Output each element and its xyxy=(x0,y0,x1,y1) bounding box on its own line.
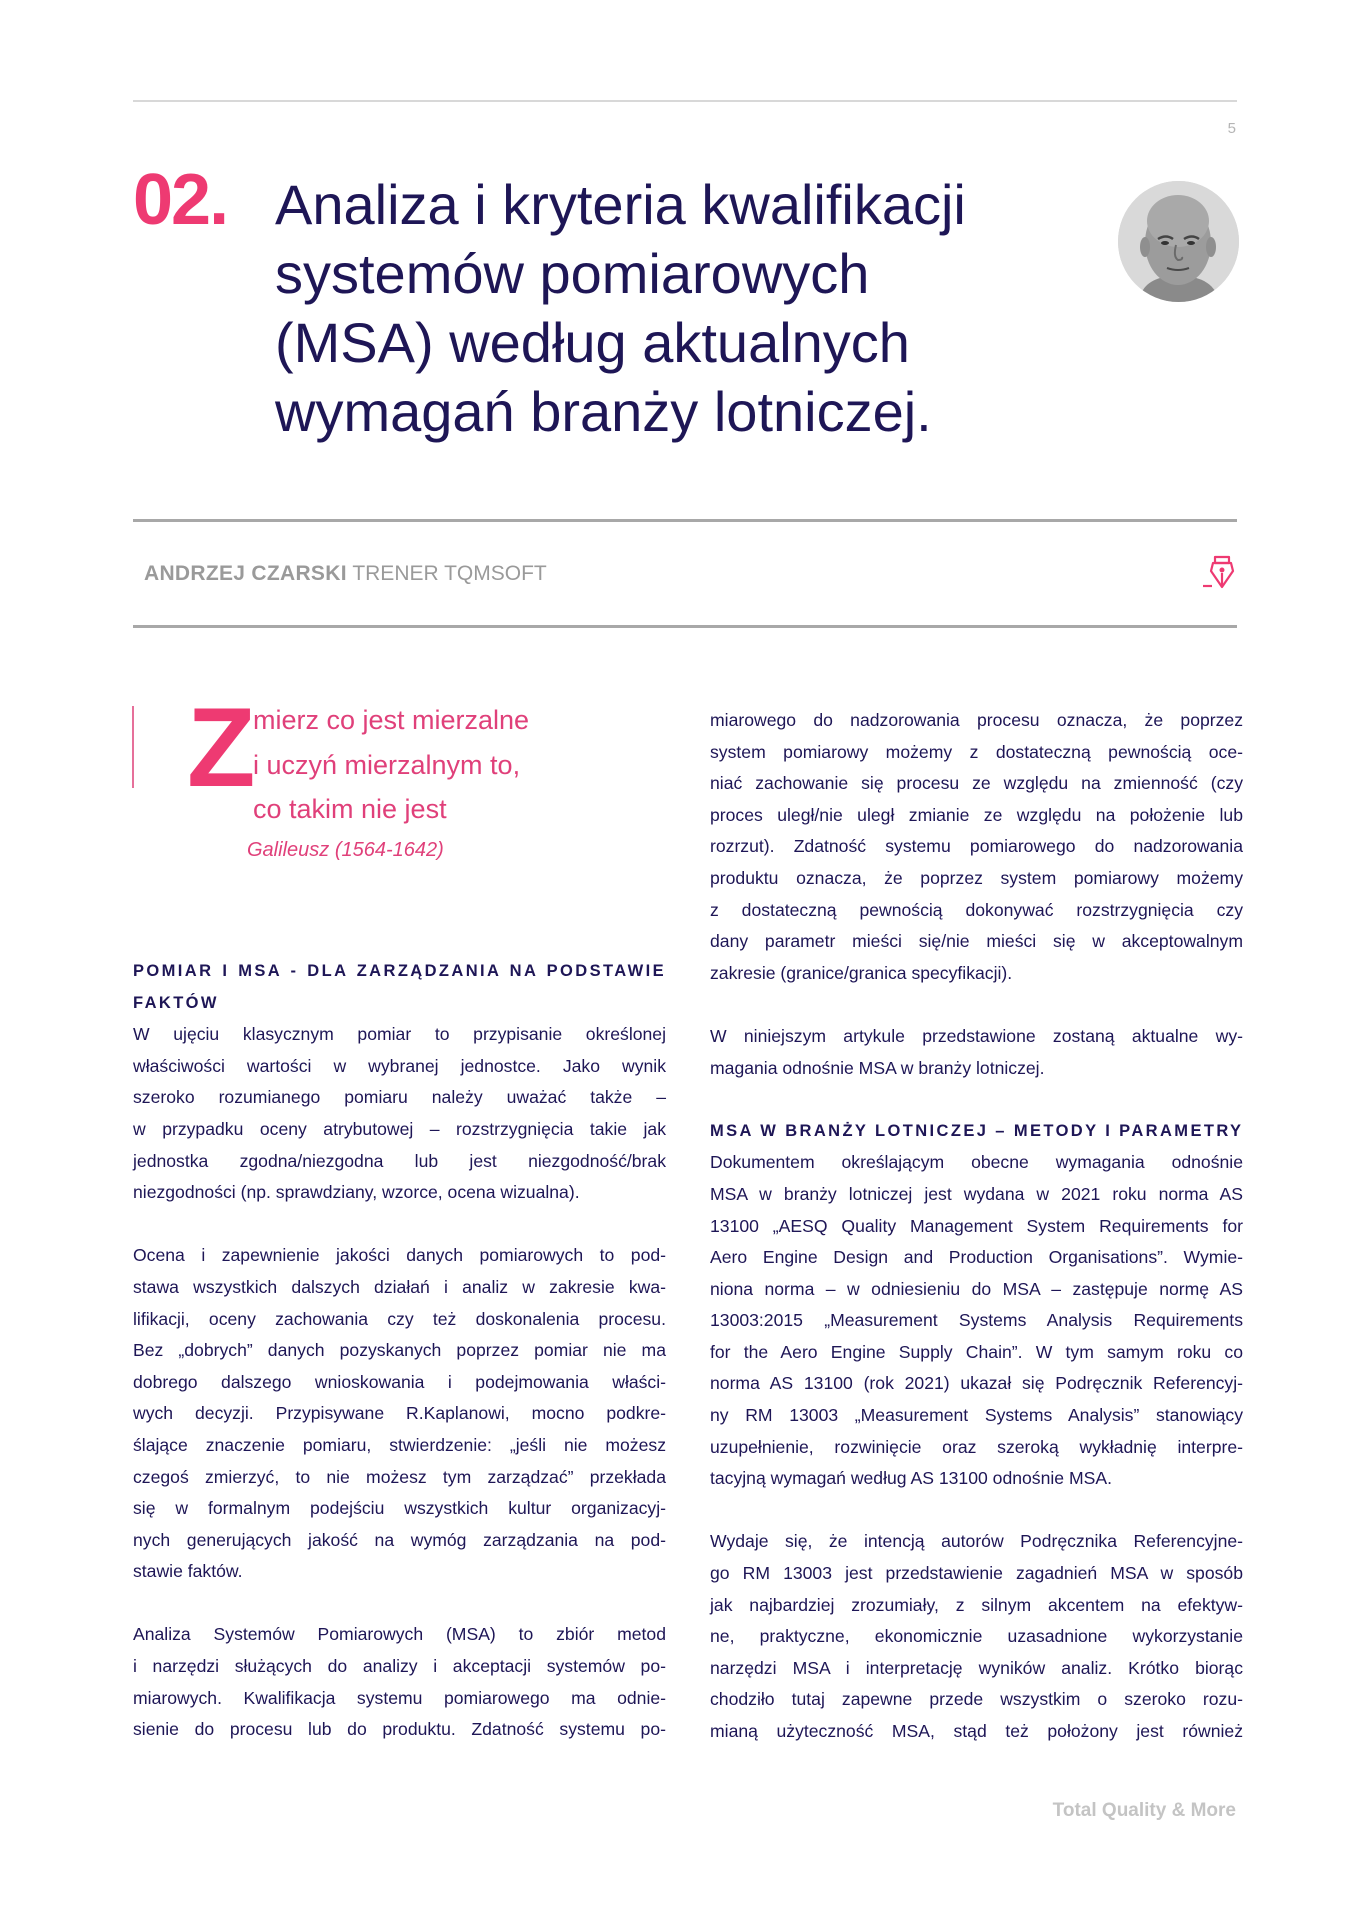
text-line: mianą użyteczność MSA, stąd też położony jest również xyxy=(710,1721,1243,1741)
text-line: niezgodności (np. sprawdziany, wzorce, ocena wizualna). xyxy=(133,1182,580,1203)
text-line: jak najbardziej zrozumiały, z silnym akcentem na efektyw- xyxy=(710,1594,1243,1615)
text-line: jednostka zgodna/niezgodna lub jest niezgodność/brak xyxy=(133,1150,666,1171)
author-bar-bottom-divider xyxy=(133,625,1237,628)
text-line: W ujęciu klasycznym pomiar to przypisanie określonej xyxy=(133,1024,666,1045)
title-line: systemów pomiarowych xyxy=(275,242,870,305)
text-line: w przypadku oceny atrybutowej – rozstrzygnięcia takie jak xyxy=(133,1118,666,1139)
top-divider xyxy=(133,100,1237,102)
text-line: 13003:2015 „Measurement Systems Analysis Requirements xyxy=(710,1310,1243,1331)
text-line: stawa wszystkich dalszych działań i analiz w zakresie kwa- xyxy=(133,1276,666,1297)
text-line: norma AS 13100 (rok 2021) ukazał się Podręcznik Referencyj- xyxy=(710,1373,1243,1394)
text-line: miarowego do nadzorowania procesu oznacza, że poprzez xyxy=(710,710,1243,730)
text-line: narzędzi MSA i interpretację wyników analiz. Krótko biorąc xyxy=(710,1657,1243,1678)
text-line: Analiza Systemów Pomiarowych (MSA) to zbiór metod xyxy=(133,1624,666,1645)
text-line: nych generujących jakość na wymóg zarządzania na pod- xyxy=(133,1529,666,1550)
section-heading: FAKTÓW xyxy=(133,993,219,1012)
text-line: szeroko rozumianego pomiaru należy uważać także – xyxy=(133,1087,666,1108)
quote-attribution: Galileusz (1564-1642) xyxy=(247,839,444,861)
text-line: magania odnośnie MSA w branży lotniczej. xyxy=(710,1057,1045,1078)
text-line: dany parametr mieści się/nie mieści się w akceptowalnym xyxy=(710,931,1243,952)
quote-line: mierz co jest mierzalne xyxy=(253,705,530,735)
text-line: tacyjną wymagań według AS 13100 odnośnie MSA. xyxy=(710,1468,1112,1489)
text-line: niona norma – w odniesieniu do MSA – zastępuje normę AS xyxy=(710,1278,1243,1299)
paragraph xyxy=(133,1240,666,1588)
quote-line: i uczyń mierzalnym to, xyxy=(253,749,521,780)
right-column xyxy=(710,705,1243,1748)
text-line: z dostateczną pewnością dokonywać rozstrzygnięcia czy xyxy=(710,899,1243,920)
text-line: czegoś zmierzyć, to nie możesz tym zarządzać” przekłada xyxy=(133,1466,666,1487)
title-line: Analiza i kryteria kwalifikacji xyxy=(275,173,966,236)
text-line: ślające znaczenie pomiaru, stwierdzenie: „jeśli nie możesz xyxy=(133,1434,666,1455)
text-line: Dokumentem określającym obecne wymagania odnośnie xyxy=(710,1152,1243,1173)
text-line: proces uległ/nie uległ zmianie ze względu na położenie lub xyxy=(710,804,1243,825)
author-avatar xyxy=(1118,181,1239,302)
text-line: Wydaje się, że intencją autorów Podręcznika Referencyjne- xyxy=(710,1531,1243,1552)
paragraph xyxy=(710,1021,1243,1084)
text-line: uzupełnienie, rozwinięcie oraz szeroką wykładnię interpre- xyxy=(710,1436,1243,1457)
chapter-number: 02. xyxy=(133,160,228,240)
pull-quote xyxy=(253,698,529,832)
text-line: Ocena i zapewnienie jakości danych pomiarowych to pod- xyxy=(133,1245,666,1266)
paragraph xyxy=(133,1019,666,1209)
text-line: ny RM 13003 „Measurement Systems Analysis” stanowiący xyxy=(710,1405,1243,1426)
author-byline xyxy=(144,562,547,586)
paragraph xyxy=(710,1147,1243,1495)
page-number: 5 xyxy=(1227,120,1236,137)
title-line: (MSA) według aktualnych xyxy=(275,311,910,374)
footer-publication-name: Total Quality & More xyxy=(1052,1800,1236,1821)
paragraph xyxy=(710,1526,1243,1747)
quote-bar xyxy=(132,706,134,788)
text-line: MSA w branży lotniczej jest wydana w 2021 roku norma AS xyxy=(710,1183,1243,1204)
text-line: system pomiarowy możemy z dostateczną pewnością oce- xyxy=(710,741,1243,762)
text-line: zakresie (granice/granica specyfikacji). xyxy=(710,962,1013,983)
quote-dropcap: Z xyxy=(187,685,256,810)
text-line: wych decyzji. Przypisywane R.Kaplanowi, mocno podkre- xyxy=(133,1403,666,1424)
text-line: stawie faktów. xyxy=(133,1561,243,1582)
text-line: for the Aero Engine Supply Chain”. W tym samym roku co xyxy=(710,1341,1243,1362)
text-line: Bez „dobrych” danych pozyskanych poprzez pomiar nie ma xyxy=(133,1340,666,1361)
title-line: wymagań branży lotniczej. xyxy=(275,380,932,443)
paragraph xyxy=(133,1619,666,1745)
article-title xyxy=(275,170,1095,446)
text-line: dobrego dalszego wnioskowania i podejmowania właści- xyxy=(133,1371,666,1392)
section-heading: POMIAR I MSA - DLA ZARZĄDZANIA NA PODSTAWIE xyxy=(133,962,666,980)
text-line: lifikacji, oceny zachowania czy też doskonalenia procesu. xyxy=(133,1308,666,1329)
author-photo-icon xyxy=(1118,181,1239,302)
text-line: ne, praktyczne, ekonomicznie uzasadnione wykorzystanie xyxy=(710,1626,1243,1647)
text-line: chodziło tutaj zapewne przede wszystkim o szeroko rozu- xyxy=(710,1689,1243,1710)
text-line: go RM 13003 jest przedstawienie zagadnień MSA w sposób xyxy=(710,1563,1243,1584)
quote-line: co takim nie jest xyxy=(253,794,447,824)
pen-nib-icon xyxy=(1201,555,1237,591)
text-line: miarowych. Kwalifikacja systemu pomiarowego ma odnie- xyxy=(133,1687,666,1708)
text-line: i narzędzi służących do analizy i akceptacji systemów po- xyxy=(133,1656,666,1677)
text-line: produktu oznacza, że poprzez system pomiarowy możemy xyxy=(710,867,1243,888)
author-role: TRENER TQMSOFT xyxy=(352,562,547,585)
text-line: Aero Engine Design and Production Organisations”. Wymie- xyxy=(710,1247,1243,1268)
paragraph xyxy=(710,705,1243,989)
author-bar-top-divider xyxy=(133,519,1237,522)
text-line: się w formalnym podejściu wszystkich kultur organizacyj- xyxy=(133,1498,666,1519)
left-column xyxy=(133,956,666,1746)
author-name: ANDRZEJ CZARSKI xyxy=(144,562,347,585)
section-heading: MSA W BRANŻY LOTNICZEJ – METODY I PARAMETRY xyxy=(710,1121,1244,1140)
text-line: właściwości wartości w wybranej jednostce. Jako wynik xyxy=(133,1055,666,1076)
text-line: 13100 „AESQ Quality Management System Requirements for xyxy=(710,1215,1243,1236)
text-line: sienie do procesu lub do produktu. Zdatność systemu po- xyxy=(133,1719,666,1740)
text-line: niać zachowanie się procesu ze względu na zmienność (czy xyxy=(710,773,1243,794)
text-line: rozrzut). Zdatność systemu pomiarowego do nadzorowania xyxy=(710,836,1243,857)
text-line: W niniejszym artykule przedstawione zostaną aktualne wy- xyxy=(710,1025,1243,1046)
